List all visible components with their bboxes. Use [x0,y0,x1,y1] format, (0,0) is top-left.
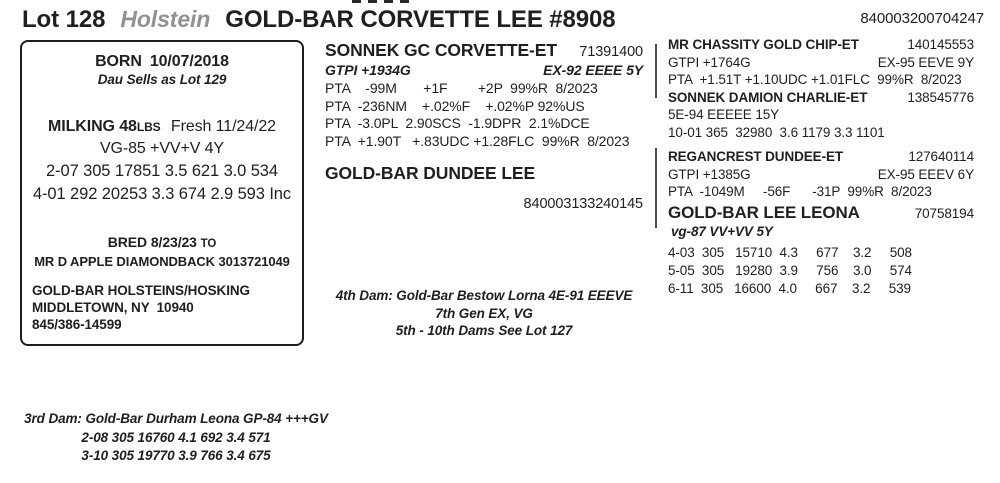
sire-dam-row [668,89,974,107]
page-header [22,6,616,34]
born-label: BORN [95,53,142,70]
see-lot-line: 5th - 10th Dams See Lot 127 [395,323,573,338]
sire-pta-line: PTA -99M +1F +2P 99%R 8/2023 [325,80,598,96]
sire-sire-reg: 140145553 [907,37,974,52]
dam-dam-record: 4-03 305 15710 4.3 677 3.2 508 [668,244,912,260]
sire-gtpi-row [325,61,643,80]
dam-dam-reg: 70758194 [914,206,974,221]
owner-block [32,282,250,333]
dam-sire-classification: EX-95 EEEV 6Y [877,166,974,182]
sire-dam-classification: 5E-94 EEEEE 15Y [668,107,780,122]
sire-reg: 71391400 [579,44,643,60]
sire-gtpi: GTPI +1934G [325,62,411,78]
service-sire: MR D APPLE DIAMONDBACK 3013721049 [34,254,290,269]
dam-dam-records [668,244,974,298]
sire-sire-row [668,36,974,54]
dam-dam-name: GOLD-BAR LEE LEONA [668,203,860,222]
maternal-grandsire [668,148,974,201]
pedigree-bracket-paternal [655,44,657,98]
sire-block [325,40,643,150]
sire-name-row [325,40,643,61]
dam-sire-reg: 127640114 [908,149,974,164]
owner-name: GOLD-BAR HOLSTEINS/HOSKING [32,283,250,298]
dam-block [325,163,643,212]
third-dam-record: 3-10 305 19770 3.9 766 3.4 675 [81,448,271,463]
classification-score: VG-85 +VV+V 4Y [99,140,224,157]
dam-dam-classification: vg-87 VV+VV 5Y [671,223,773,239]
third-dam-line: 3rd Dam: Gold-Bar Durham Leona GP-84 +++GV [24,411,328,426]
maternal-granddam [668,204,974,298]
sire-sire-name: MR CHASSITY GOLD CHIP-ET [668,37,859,52]
sire-pta-line: PTA +1.90T +.83UDC +1.28FLC 99%R 8/2023 [325,132,630,149]
owner-phone: 845/386-14599 [32,317,122,332]
lactation-record: 2-07 305 17851 3.5 621 3.0 534 [46,162,278,180]
bred-line [22,233,302,253]
consignment-info-box [20,40,304,346]
pedigree-bracket-maternal [655,148,657,228]
bred-date: BRED 8/23/23 [107,234,197,250]
milking-label: MILKING [48,118,115,135]
breed-label: Holstein [120,6,211,32]
milking-line [22,117,302,137]
milking-value: 48 [119,118,137,135]
animal-reg-id: 840003200704247 [860,10,984,27]
paternal-grandparents [668,36,974,141]
third-dam-record: 2-08 305 16760 4.1 692 3.4 571 [81,429,271,445]
sire-pta-line: PTA -3.0PL 2.90SCS -1.9DPR 2.1%DCE [325,115,590,131]
sire-sire-pta: PTA +1.51T +1.10UDC +1.01FLC 99%R 8/2023 [668,72,962,87]
dam-sire-gtpi: GTPI +1385G [668,166,751,182]
dam-dam-record: 5-05 305 19280 3.9 756 3.0 574 [668,262,912,278]
milking-unit: LBS [136,120,161,134]
sire-dam-record: 10-01 365 32980 3.6 1179 3.3 1101 [668,124,885,140]
dam-name: GOLD-BAR DUNDEE LEE [325,163,536,183]
bred-to-label: TO [200,238,217,250]
dam-dam-record: 6-11 305 16600 4.0 667 3.2 539 [668,280,911,296]
dam-sire-gtpi-row [668,166,974,184]
sire-sire-classification: EX-95 EEVE 9Y [877,54,974,70]
daughter-note: Dau Sells as Lot 129 [97,72,227,87]
dam-dam-row [668,204,974,223]
gen-ex-line: 7th Gen EX, VG [435,305,533,321]
sire-dam-reg: 138545776 [907,89,974,105]
fresh-date: Fresh 11/24/22 [170,118,276,135]
clipped-print-fragment [352,0,409,4]
dam-sire-name: REGANCREST DUNDEE-ET [668,149,844,164]
sire-classification: EX-92 EEEE 5Y [543,62,643,78]
dam-sire-row [668,148,974,166]
sire-sire-gtpi-row [668,54,974,72]
sire-name: SONNEK GC CORVETTE-ET [325,40,557,60]
dam-line-history [325,287,643,340]
animal-name: GOLD-BAR CORVETTE LEE #8908 [225,6,616,33]
owner-address: MIDDLETOWN, NY 10940 [32,300,194,315]
fourth-dam-line: 4th Dam: Gold-Bar Bestow Lorna 4E-91 EEEVE [335,288,633,303]
born-line [22,53,302,71]
sire-pta-line: PTA -236NM +.02%F +.02%P 92%US [325,97,585,114]
born-date: 10/07/2018 [149,53,229,70]
sire-sire-gtpi: GTPI +1764G [668,54,751,70]
dam-sire-pta: PTA -1049M -56F -31P 99%R 8/2023 [668,184,932,199]
lactation-record: 4-01 292 20253 3.3 674 2.9 593 Inc [32,185,292,203]
dam-reg: 840003133240145 [523,196,643,212]
sire-dam-name: SONNEK DAMION CHARLIE-ET [668,89,868,105]
third-dam-block [20,410,332,466]
lot-number: Lot 128 [22,6,106,33]
